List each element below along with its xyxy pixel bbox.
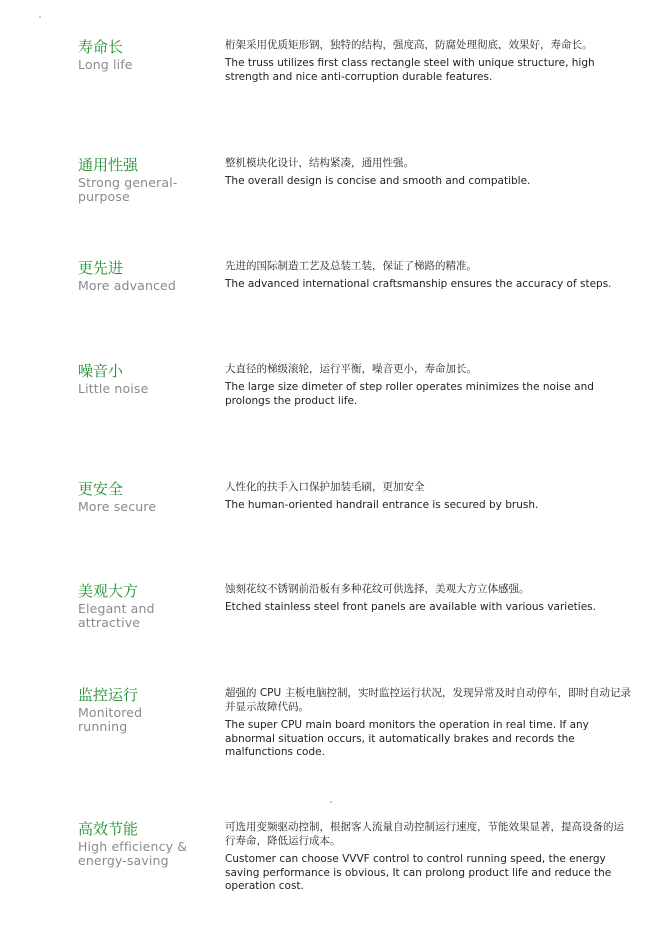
feature-desc-en: Etched stainless steel front panels are available with various varieties. — [225, 601, 596, 613]
feature-desc-en: The super CPU main board monitors the operation in real time. If any abnormal situation occurs, it automatically brakes and records the malfunctions code. — [225, 719, 589, 758]
feature-desc-zh: 人性化的扶手入口保护加装毛刷，更加安全 — [225, 481, 425, 493]
feature-title-zh: 高效节能 — [78, 820, 139, 838]
feature-title-block — [78, 480, 213, 514]
feature-desc-en: Customer can choose VVVF control to control running speed, the energy saving performance is obvious, It can prolong product life and reduce the operation cost. — [225, 853, 612, 892]
feature-description-block — [225, 362, 633, 408]
feature-description-block — [225, 156, 633, 189]
feature-title-block — [78, 582, 213, 630]
feature-title-block — [78, 38, 213, 72]
feature-title-en: High efficiency & energy-saving — [78, 839, 188, 868]
feature-desc-zh: 先进的国际制造工艺及总装工装，保证了梯路的精准。 — [225, 260, 477, 272]
feature-title-en: More secure — [78, 499, 157, 514]
feature-desc-en: The advanced international craftsmanship ensures the accuracy of steps. — [225, 278, 612, 290]
feature-title-block — [78, 156, 213, 204]
feature-desc-zh: 可选用变频驱动控制，根据客人流量自动控制运行速度，节能效果显著，提高设备的运行寿命，降低运行成本。 — [225, 821, 624, 847]
feature-description-block — [225, 259, 633, 292]
feature-description-block — [225, 820, 633, 894]
feature-desc-zh: 整机模块化设计，结构紧凑，通用性强。 — [225, 157, 414, 169]
scan-speck — [39, 16, 41, 18]
feature-title-block — [78, 259, 213, 293]
feature-title-en: Long life — [78, 57, 133, 72]
feature-desc-zh: 超强的 CPU 主板电脑控制，实时监控运行状况，发现异常及时自动停车，即时自动记录并显示故障代码。 — [225, 687, 632, 713]
feature-title-block — [78, 686, 213, 734]
feature-desc-en: The overall design is concise and smooth and compatible. — [225, 175, 531, 187]
feature-title-zh: 噪音小 — [78, 362, 124, 380]
feature-description-block — [225, 686, 633, 760]
feature-title-en: Little noise — [78, 381, 149, 396]
feature-title-en: More advanced — [78, 278, 176, 293]
feature-title-zh: 监控运行 — [78, 686, 139, 704]
feature-description-block — [225, 480, 633, 513]
feature-title-en: Monitored running — [78, 705, 143, 734]
feature-desc-zh: 大直径的梯级滚轮，运行平衡，噪音更小，寿命加长。 — [225, 363, 477, 375]
feature-title-zh: 通用性强 — [78, 156, 139, 174]
feature-desc-zh: 桁架采用优质矩形钢，独特的结构，强度高，防腐处理彻底，效果好，寿命长。 — [225, 39, 593, 51]
feature-title-zh: 美观大方 — [78, 582, 139, 600]
feature-description-block — [225, 582, 633, 615]
feature-title-zh: 更安全 — [78, 480, 124, 498]
feature-desc-en: The human-oriented handrail entrance is secured by brush. — [225, 499, 539, 511]
feature-title-zh: 寿命长 — [78, 38, 124, 56]
feature-desc-en: The large size dimeter of step roller operates minimizes the noise and prolongs the product life. — [225, 381, 594, 407]
feature-title-block — [78, 362, 213, 396]
feature-desc-en: The truss utilizes first class rectangle steel with unique structure, high strength and nice anti-corruption durable features. — [225, 57, 595, 83]
feature-desc-zh: 蚀刻花纹不锈钢前沿板有多种花纹可供选择，美观大方立体感强。 — [225, 583, 530, 595]
feature-title-zh: 更先进 — [78, 259, 124, 277]
feature-title-en: Strong general- purpose — [78, 175, 178, 204]
feature-title-en: Elegant and attractive — [78, 601, 155, 630]
feature-title-block — [78, 820, 213, 868]
feature-description-block — [225, 38, 633, 84]
scan-speck — [330, 801, 332, 803]
